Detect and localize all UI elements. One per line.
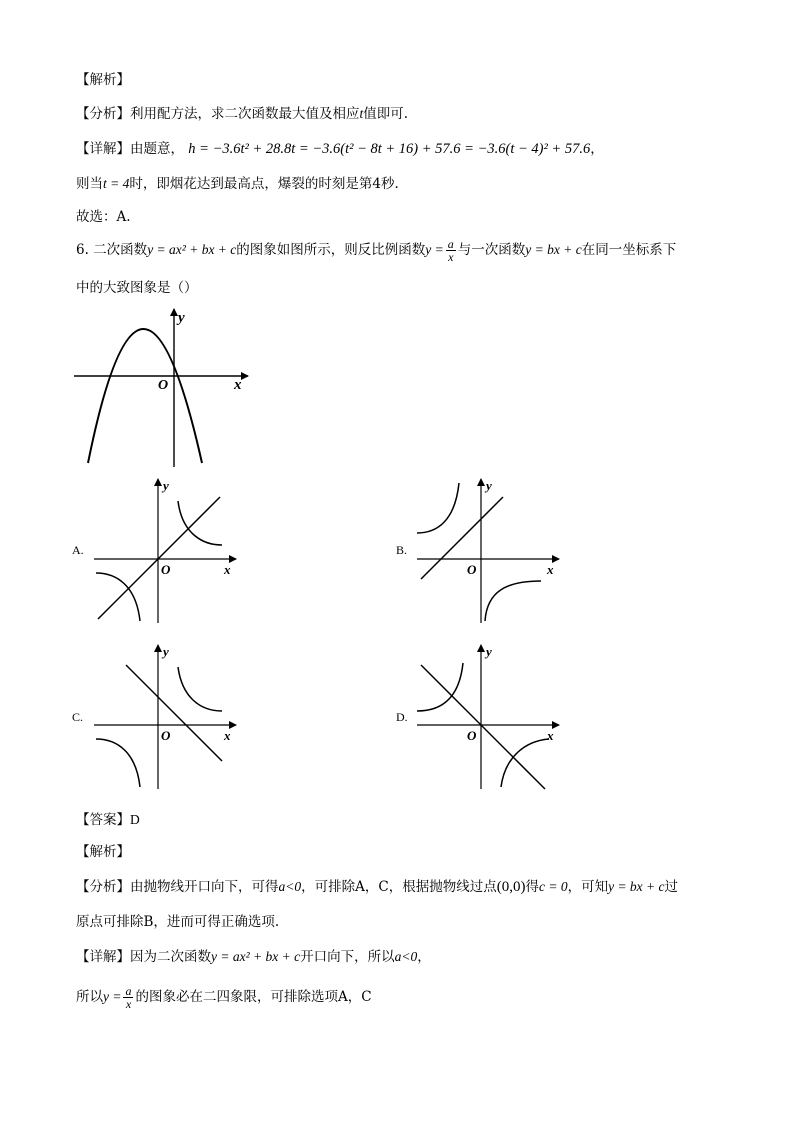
conclusion-line: [76, 172, 399, 192]
fraction-numerator: a: [125, 984, 132, 998]
fraction-denominator: x: [448, 250, 454, 264]
fraction-denominator: x: [125, 997, 132, 1011]
detail-text: 开口向下，所以: [300, 949, 395, 965]
fraction-numerator: a: [447, 237, 454, 251]
hyperbola-branch-q1: [178, 667, 222, 711]
detail-text: 所以: [76, 989, 103, 1005]
parabola-curve: [88, 329, 202, 463]
origin-label: O: [467, 728, 477, 743]
conclusion-condition: t = 4: [103, 176, 130, 191]
answer-tag: 【答案】: [76, 812, 130, 828]
detail-text: 由题意，: [130, 141, 184, 157]
question-6-line-2: [76, 276, 198, 296]
detail-line: [76, 137, 604, 158]
fraction-a-over-x: [123, 985, 133, 1010]
a-less-than-zero: a<0: [394, 949, 418, 964]
linear-equation: y = bx + c: [608, 879, 665, 894]
option-b-label[interactable]: B.: [396, 543, 408, 557]
question-text: 在同一坐标系下: [581, 242, 677, 258]
conclusion-text: 则当: [76, 176, 103, 192]
answer-line: [76, 205, 131, 225]
y-axis-label: y: [178, 310, 185, 326]
solution-header-text: 【解析】: [76, 72, 130, 88]
analysis-text: 利用配方法，求二次函数最大值及相应: [130, 106, 360, 122]
analysis-text: 过: [664, 879, 679, 895]
linear-line: [421, 497, 503, 579]
detail-text: 因为二次函数: [130, 949, 211, 965]
analysis-text: ，可排除A，C，根据抛物线过点: [301, 879, 497, 895]
y-axis-label: y: [486, 478, 492, 493]
analysis-text: ，可知: [567, 879, 609, 895]
question-text: 与一次函数: [457, 242, 526, 258]
linear-line: [98, 497, 220, 619]
analysis-tag: 【分析】: [76, 106, 130, 122]
x-axis-label: x: [547, 728, 554, 743]
answer-value: D: [130, 812, 140, 827]
analysis-text: 原点可排除B，进而可得正确选项.: [76, 914, 280, 930]
y-axis-label: y: [163, 478, 169, 493]
origin-label: O: [467, 562, 477, 577]
x-axis-label: x: [547, 562, 554, 577]
detail-tag: 【详解】: [76, 949, 130, 965]
c-equals-zero: c = 0: [538, 879, 568, 894]
solution-header-2: [76, 840, 130, 860]
question-6: [76, 238, 676, 263]
hyperbola-branch-q4: [501, 739, 549, 787]
analysis-tag: 【分析】: [76, 879, 130, 895]
linear-line: [421, 665, 545, 789]
hyperbola-branch-q2: [417, 663, 463, 711]
origin-label: O: [161, 728, 171, 743]
conclusion-text-end: 时，即烟花达到最高点，爆裂的时刻是第4秒.: [129, 176, 399, 192]
linear-equation: y = bx + c: [525, 242, 582, 257]
var-t: t: [359, 106, 364, 121]
option-d-label[interactable]: D.: [396, 710, 408, 724]
question-text: 中的大致图象是（）: [76, 280, 198, 296]
detail-tag: 【详解】: [76, 141, 130, 157]
analysis-text: 得: [525, 879, 539, 895]
analysis-2-line: [76, 875, 678, 896]
option-a-graph[interactable]: [92, 475, 242, 625]
analysis-text-end: 值即可.: [363, 106, 409, 122]
option-a-label[interactable]: A.: [72, 543, 84, 557]
option-c-graph[interactable]: [92, 641, 242, 791]
solution-header-text: 【解析】: [76, 844, 130, 860]
detail-text: ，: [417, 949, 431, 965]
inverse-lhs: y =: [425, 242, 444, 257]
detail-text: 的图象必在二四象限，可排除选项A，C: [135, 989, 372, 1005]
detail-2-line: [76, 945, 431, 965]
origin-label: O: [158, 378, 169, 393]
detail-text-end: ，: [590, 141, 604, 157]
question-number: 6.: [76, 242, 89, 258]
detail-2b-line: [76, 985, 372, 1010]
analysis-line: [76, 102, 408, 122]
question-text: 的图象如图所示，则反比例函数: [236, 242, 426, 258]
option-b-graph[interactable]: [415, 475, 565, 625]
a-less-than-zero: a<0: [278, 879, 302, 894]
parabola-figure: [70, 305, 260, 470]
linear-line: [126, 665, 222, 761]
inverse-lhs: y =: [103, 989, 122, 1004]
detail-formula: h = −3.6t² + 28.8t = −3.6(t² − 8t + 16) + 57.6 = −3.6(t − 4)² + 57.6: [188, 141, 591, 157]
option-d-graph[interactable]: [415, 641, 565, 791]
x-axis-label: x: [224, 562, 231, 577]
x-axis-label: x: [234, 377, 242, 393]
fraction-a-over-x: [446, 238, 456, 263]
hyperbola-branch-q2: [417, 483, 459, 533]
quadratic-equation: y = ax² + bx + c: [211, 949, 301, 964]
y-axis-label: y: [163, 644, 169, 659]
hyperbola-branch-q3: [96, 739, 140, 787]
hyperbola-branch-q4: [485, 581, 541, 621]
solution-header: [76, 68, 130, 88]
y-axis-label: y: [486, 644, 492, 659]
answer-choice: 故选：A.: [76, 209, 131, 225]
origin-point: (0,0): [496, 879, 526, 895]
question-text: 二次函数: [93, 242, 148, 258]
origin-label: O: [161, 562, 171, 577]
answer-label-line: [76, 808, 140, 828]
hyperbola-branch-q1: [178, 501, 222, 545]
option-c-label[interactable]: C.: [72, 710, 84, 724]
analysis-text: 由抛物线开口向下，可得: [130, 879, 279, 895]
analysis-2-line-2: [76, 910, 279, 930]
quadratic-equation: y = ax² + bx + c: [147, 242, 237, 257]
x-axis-label: x: [224, 728, 231, 743]
